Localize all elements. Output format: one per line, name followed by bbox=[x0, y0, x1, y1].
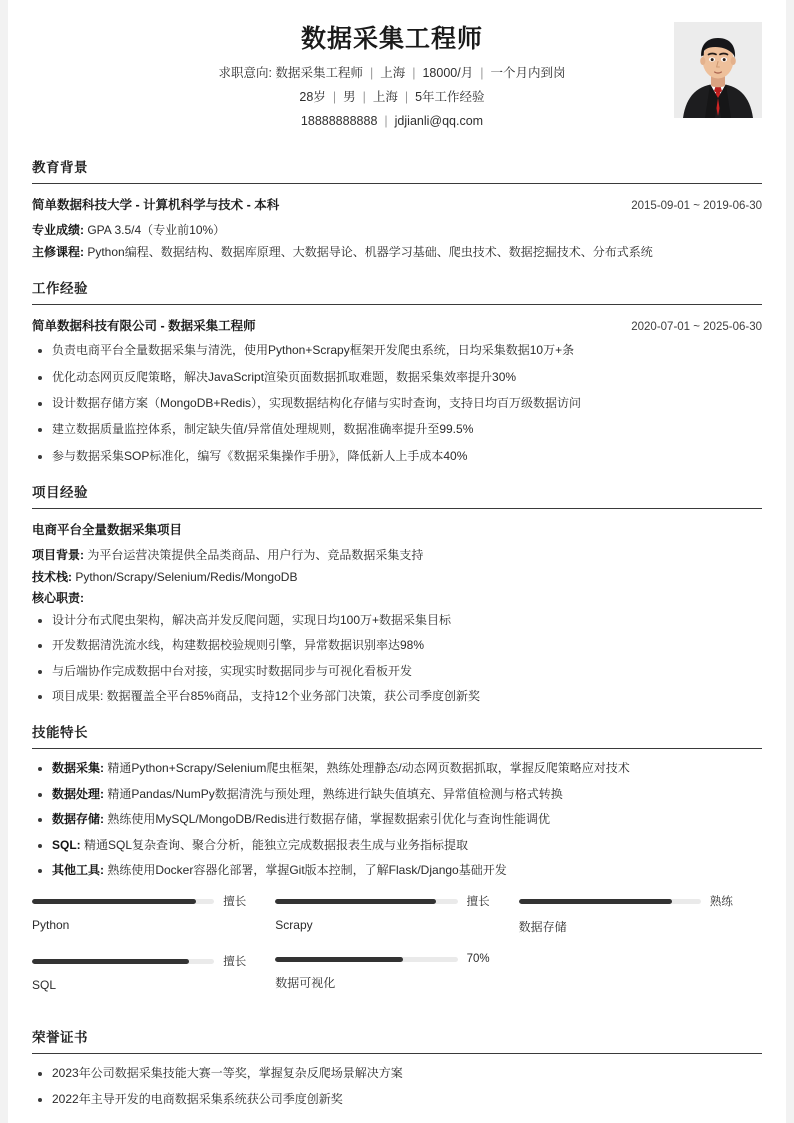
detail-row bbox=[32, 568, 762, 587]
section-divider bbox=[32, 304, 762, 305]
detail-label: 项目背景: bbox=[32, 548, 84, 563]
skill-bar-level: 擅长 bbox=[466, 896, 490, 909]
meta-item: 18000/月 bbox=[422, 65, 474, 80]
skill-bar-cell bbox=[32, 893, 275, 935]
list-item bbox=[32, 837, 762, 854]
work-bullets bbox=[32, 342, 762, 465]
detail-row bbox=[32, 221, 762, 240]
skill-bar-fill bbox=[519, 899, 672, 904]
meta-separator: | bbox=[362, 89, 366, 104]
list-item bbox=[32, 786, 762, 803]
meta-item: 28岁 bbox=[299, 89, 326, 104]
section-title-project: 项目经验 bbox=[32, 485, 88, 501]
meta-separator: | bbox=[332, 89, 337, 104]
meta-item: 求职意向: 数据采集工程师 bbox=[218, 65, 363, 80]
skill-bar-cell bbox=[32, 953, 275, 992]
skill-items bbox=[32, 760, 762, 879]
project-rows bbox=[32, 546, 762, 608]
skill-bar-fill bbox=[32, 959, 189, 964]
skill-bar-row bbox=[275, 953, 492, 965]
section-divider bbox=[32, 183, 762, 184]
section-title-honors: 荣誉证书 bbox=[32, 1030, 88, 1046]
detail-label: 专业成绩: bbox=[32, 223, 84, 237]
skill-label: 数据采集: bbox=[52, 761, 104, 776]
section-honors bbox=[26, 1026, 768, 1108]
work-org: 简单数据科技有限公司 - 数据采集工程师 bbox=[32, 319, 256, 334]
meta-separator: | bbox=[404, 89, 409, 104]
work-entry-head bbox=[32, 316, 762, 334]
skill-value: 精通Python+Scrapy/Selenium爬虫框架，熟练处理静态/动态网页数据抓取，掌握反爬策略应对技术 bbox=[104, 761, 630, 776]
meta-separator: | bbox=[384, 113, 388, 128]
detail-row bbox=[32, 546, 762, 565]
skill-bar-level: 擅长 bbox=[223, 956, 247, 969]
skill-bar-label: SQL bbox=[32, 978, 57, 993]
section-education bbox=[26, 156, 768, 261]
skill-bar-cell bbox=[275, 953, 518, 992]
project-bullets bbox=[32, 612, 762, 706]
skill-bar-track bbox=[519, 899, 701, 904]
skill-bar-track bbox=[32, 899, 214, 904]
skill-value: 精通SQL复杂查询、聚合分析，能独立完成数据报表生成与业务指标提取 bbox=[80, 837, 469, 852]
education-entry-head bbox=[32, 195, 762, 213]
meta-item: jdjianli@qq.com bbox=[394, 113, 484, 128]
skill-bars bbox=[26, 893, 768, 1010]
meta-separator: | bbox=[480, 65, 484, 80]
avatar-illustration-icon bbox=[674, 22, 762, 118]
list-item: 2022年主导开发的电商数据采集系统获公司季度创新奖 bbox=[32, 1091, 762, 1108]
skill-bar-track bbox=[275, 899, 457, 904]
skill-bar-label: 数据存储 bbox=[518, 920, 567, 935]
education-rows bbox=[32, 221, 762, 261]
skill-value: 精通Pandas/NumPy数据清洗与预处理，熟练进行缺失值填充、异常值检测与格式转换 bbox=[104, 786, 563, 801]
detail-value: 为平台运营决策提供全品类商品、用户行为、竞品数据采集支持 bbox=[84, 548, 424, 563]
skill-bar-cell bbox=[275, 893, 518, 935]
list-item: 与后端协作完成数据中台对接，实现实时数据同步与可视化看板开发 bbox=[32, 663, 762, 680]
skill-label: 其他工具: bbox=[52, 863, 104, 878]
skill-bar-label: Scrapy bbox=[275, 918, 313, 933]
list-item: 负责电商平台全量数据采集与清洗，使用Python+Scrapy框架开发爬虫系统，日均采集数据10万+条 bbox=[32, 342, 762, 359]
skill-bar-track bbox=[32, 959, 214, 964]
skill-bar-row bbox=[32, 893, 249, 909]
section-divider bbox=[32, 1053, 762, 1054]
skill-bar-cell bbox=[519, 893, 762, 935]
detail-label: 核心职责: bbox=[32, 591, 84, 606]
honors-bullets bbox=[32, 1065, 762, 1108]
skill-bar-fill bbox=[275, 957, 403, 962]
section-divider bbox=[32, 748, 762, 749]
list-item: 2023年公司数据采集技能大赛一等奖，掌握复杂反爬场景解决方案 bbox=[32, 1065, 762, 1082]
list-item: 建立数据质量监控体系，制定缺失值/异常值处理规则，数据准确率提升至99.5% bbox=[32, 421, 762, 438]
meta-item: 5年工作经验 bbox=[415, 89, 485, 104]
education-org: 简单数据科技大学 - 计算机科学与技术 - 本科 bbox=[32, 198, 280, 212]
skill-bar-track bbox=[275, 957, 457, 962]
header-meta-line-2 bbox=[110, 91, 674, 104]
resume-header bbox=[26, 22, 768, 140]
skill-label: 数据处理: bbox=[52, 786, 104, 801]
list-item bbox=[32, 760, 762, 777]
skill-bar-level: 擅长 bbox=[223, 896, 247, 909]
skill-bar-fill bbox=[32, 899, 196, 904]
list-item bbox=[32, 862, 762, 879]
detail-value: Python编程、数据结构、数据库原理、大数据导论、机器学习基础、爬虫技术、数据挖掘技术、分布式系统 bbox=[84, 244, 653, 259]
meta-item: 18888888888 bbox=[300, 113, 378, 128]
section-work bbox=[26, 277, 768, 465]
skill-bar-fill bbox=[275, 899, 435, 904]
skill-bar-row bbox=[519, 893, 736, 909]
list-item: 设计数据存储方案（MongoDB+Redis），实现数据结构化存储与实时查询，支持日均百万级数据访问 bbox=[32, 395, 762, 412]
header-meta-line-1 bbox=[110, 67, 674, 80]
skill-bar-level: 70% bbox=[466, 953, 490, 966]
list-item: 参与数据采集SOP标准化，编写《数据采集操作手册》，降低新人上手成本40% bbox=[32, 448, 762, 465]
list-item: 优化动态网页反爬策略，解决JavaScript渲染页面数据抓取难题，数据采集效率提升30% bbox=[32, 369, 762, 386]
detail-value: GPA 3.5/4（专业前10%） bbox=[84, 223, 226, 237]
skill-bar-label: 数据可视化 bbox=[275, 976, 336, 991]
meta-separator: | bbox=[369, 65, 374, 80]
skill-bar-level: 熟练 bbox=[709, 896, 733, 909]
section-title-skills: 技能特长 bbox=[32, 725, 88, 741]
meta-item: 男 bbox=[343, 89, 356, 104]
detail-label: 主修课程: bbox=[32, 244, 84, 259]
skill-value: 熟练使用MySQL/MongoDB/Redis进行数据存储，掌握数据索引优化与查询性能调优 bbox=[104, 812, 551, 827]
avatar bbox=[674, 22, 762, 118]
meta-item: 一个月内到岗 bbox=[490, 65, 566, 80]
meta-item: 上海 bbox=[372, 89, 398, 104]
skill-label: 数据存储: bbox=[52, 812, 104, 827]
header-text-block bbox=[32, 22, 674, 139]
meta-separator: | bbox=[412, 65, 416, 80]
list-item bbox=[32, 811, 762, 828]
meta-item: 上海 bbox=[380, 65, 406, 80]
section-title-education: 教育背景 bbox=[32, 160, 88, 175]
section-title-work: 工作经验 bbox=[32, 281, 88, 297]
detail-value: Python/Scrapy/Selenium/Redis/MongoDB bbox=[72, 569, 298, 584]
skill-bar-label: Python bbox=[32, 918, 70, 933]
skill-bar-row bbox=[32, 953, 249, 969]
list-item: 设计分布式爬虫架构，解决高并发反爬问题，实现日均100万+数据采集目标 bbox=[32, 612, 762, 629]
education-dates: 2015-09-01 ~ 2019-06-30 bbox=[631, 200, 762, 212]
skill-label: SQL: bbox=[52, 837, 81, 852]
list-item: 开发数据清洗流水线，构建数据校验规则引擎，异常数据识别率达98% bbox=[32, 637, 762, 654]
skill-value: 熟练使用Docker容器化部署，掌握Git版本控制，了解Flask/Django基础开发 bbox=[104, 863, 507, 878]
work-dates: 2020-07-01 ~ 2025-06-30 bbox=[631, 321, 762, 334]
section-divider bbox=[32, 508, 762, 509]
page-title: 数据采集工程师 bbox=[300, 25, 483, 53]
project-title: 电商平台全量数据采集项目 bbox=[32, 523, 183, 538]
section-skills bbox=[26, 721, 768, 879]
list-item: 项目成果: 数据覆盖全平台85%商品，支持12个业务部门决策，获公司季度创新奖 bbox=[32, 688, 762, 705]
detail-row bbox=[32, 589, 762, 608]
detail-label: 技术栈: bbox=[32, 569, 72, 584]
skill-bar-row bbox=[275, 893, 492, 909]
detail-row bbox=[32, 243, 762, 262]
header-meta-line-3 bbox=[110, 115, 674, 128]
section-project bbox=[26, 481, 768, 705]
